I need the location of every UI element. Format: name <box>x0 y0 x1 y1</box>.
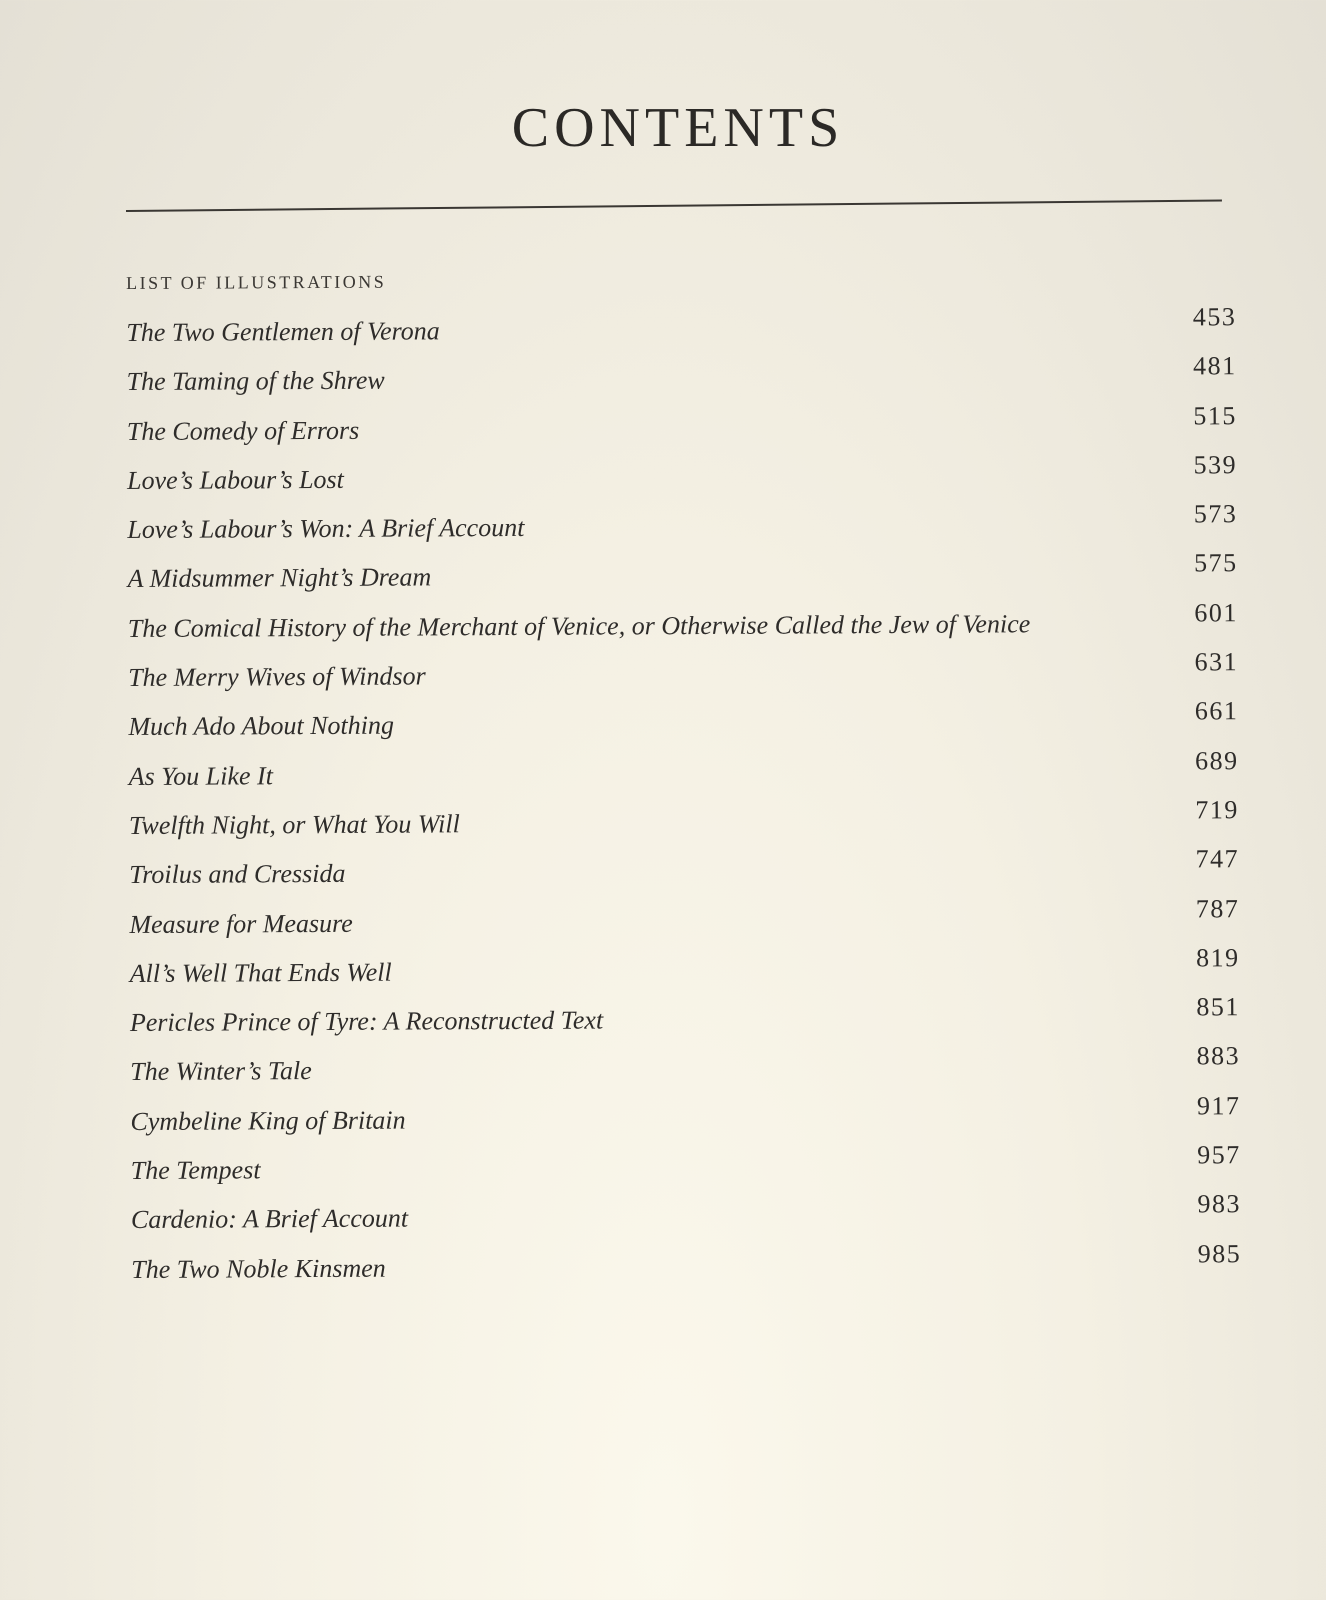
toc-entry <box>127 401 1237 456</box>
entry-page-number: 575 <box>1193 548 1238 578</box>
toc-entry <box>129 746 1239 801</box>
entry-page-number: 539 <box>1193 450 1238 480</box>
entry-page-number: 917 <box>1196 1090 1241 1121</box>
toc-entry <box>129 844 1239 899</box>
entry-title: Love’s Labour’s Won: A Brief Account <box>127 513 525 545</box>
entry-title: The Comical History of the Merchant of Venice, or Otherwise Called the Jew of Venice <box>127 609 1031 643</box>
toc-entry <box>128 598 1238 653</box>
entry-page-number: 819 <box>1196 943 1240 973</box>
entry-title: Twelfth Night, or What You Will <box>128 809 460 840</box>
entry-title: Much Ado About Nothing <box>128 710 395 742</box>
toc-entry <box>131 1239 1241 1294</box>
toc-entry <box>130 943 1240 998</box>
entry-title: The Two Gentlemen of Verona <box>126 316 440 347</box>
toc-entry <box>127 499 1237 554</box>
entry-page-number: 787 <box>1195 893 1240 923</box>
toc-entry <box>128 647 1238 702</box>
entry-title: All’s Well That Ends Well <box>129 957 392 988</box>
toc-entry <box>126 351 1236 406</box>
entry-title: The Merry Wives of Windsor <box>128 661 426 693</box>
toc-entry <box>131 1190 1241 1245</box>
toc-entry <box>130 1091 1240 1146</box>
title-rule <box>126 199 1222 212</box>
toc-entry <box>126 302 1236 357</box>
toc-entry <box>128 549 1238 604</box>
entry-page-number: 481 <box>1192 351 1237 381</box>
toc-entry <box>130 1042 1240 1097</box>
entry-title: Love’s Labour’s Lost <box>127 464 344 495</box>
entry-page-number: 985 <box>1197 1238 1242 1269</box>
entry-page-number: 719 <box>1195 795 1239 825</box>
entry-title: The Taming of the Shrew <box>126 365 385 397</box>
entry-title: A Midsummer Night’s Dream <box>127 562 432 594</box>
toc-entry <box>130 992 1240 1047</box>
entry-page-number: 453 <box>1192 302 1237 332</box>
entry-page-number: 601 <box>1194 597 1238 628</box>
section-heading: LIST OF ILLUSTRATIONS <box>126 271 387 293</box>
page-title: CONTENTS <box>511 97 845 159</box>
toc-entry <box>131 1140 1241 1195</box>
entry-title: The Winter’s Tale <box>130 1056 312 1087</box>
entry-title: As You Like It <box>128 760 273 791</box>
entry-title: Pericles Prince of Tyre: A Reconstructed Text <box>129 1005 604 1038</box>
entry-page-number: 573 <box>1193 499 1238 529</box>
entry-title: Troilus and Cressida <box>129 859 346 890</box>
entry-title: Measure for Measure <box>129 908 353 939</box>
entry-page-number: 661 <box>1194 696 1239 726</box>
entry-title: Cymbeline King of Britain <box>130 1105 406 1136</box>
entry-title: The Tempest <box>130 1155 261 1186</box>
entry-page-number: 983 <box>1197 1189 1241 1219</box>
entry-page-number: 515 <box>1193 400 1237 431</box>
entry-title: Cardenio: A Brief Account <box>130 1203 409 1235</box>
entry-page-number: 851 <box>1196 992 1240 1022</box>
entry-page-number: 631 <box>1194 647 1239 677</box>
toc-entry <box>129 894 1239 949</box>
entry-title: The Two Noble Kinsmen <box>131 1253 386 1284</box>
entry-page-number: 883 <box>1196 1041 1241 1071</box>
entry-page-number: 747 <box>1195 844 1240 874</box>
toc-entry <box>128 697 1238 752</box>
entry-page-number: 689 <box>1195 745 1239 776</box>
entry-title: The Comedy of Errors <box>126 415 360 446</box>
toc-entry <box>127 450 1237 505</box>
toc-entry <box>129 795 1239 850</box>
entry-page-number: 957 <box>1197 1140 1241 1170</box>
table-of-contents <box>126 262 1241 1294</box>
